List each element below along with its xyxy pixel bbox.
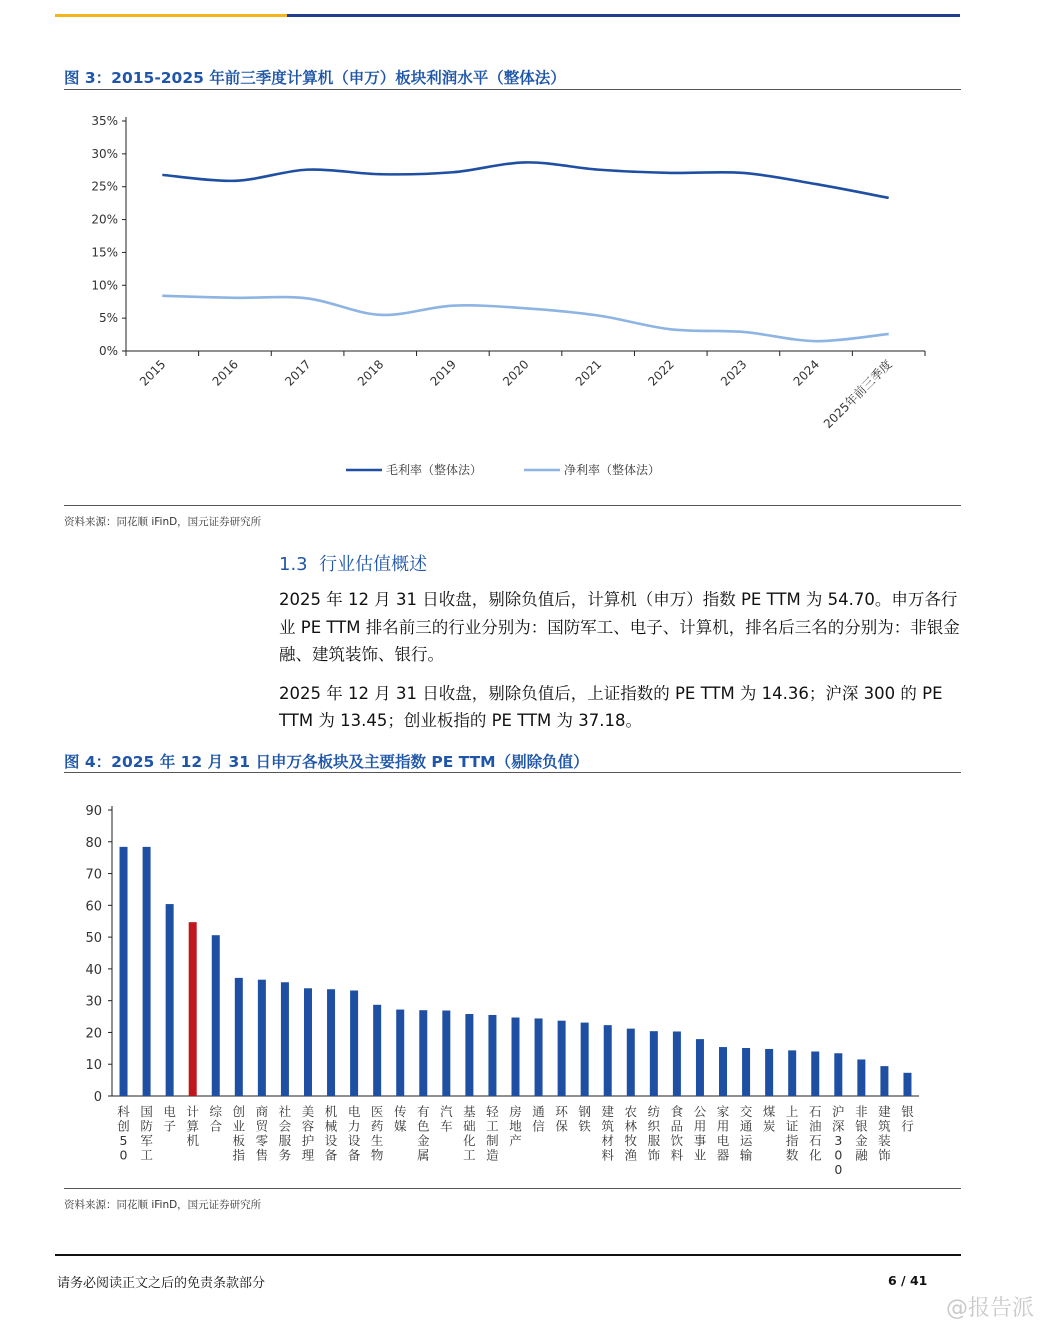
y-tick-label: 10%	[91, 278, 118, 293]
x-tick-label: 食品饮料	[670, 1104, 684, 1163]
x-tick-label: 家用电器	[716, 1104, 730, 1163]
bar-农林牧渔	[627, 1029, 635, 1096]
x-tick-label: 建筑装饰	[878, 1104, 891, 1163]
x-tick-label: 基础化工	[463, 1104, 476, 1163]
bar-电力设备	[350, 990, 358, 1096]
x-tick-label: 沪深 3 0 0	[832, 1104, 845, 1177]
x-tick-label: 通信	[532, 1104, 545, 1134]
series-line-2	[162, 296, 888, 341]
x-tick-label: 科创 5 0	[117, 1104, 130, 1163]
bar-食品饮料	[673, 1031, 681, 1096]
x-tick-label: 社会服务	[278, 1104, 292, 1163]
y-tick-label: 70	[85, 867, 102, 883]
y-tick-label: 0%	[98, 344, 118, 358]
figure4-title: 图 4：2025 年 12 月 31 日申万各板块及主要指数 PE TTM（剔除负值）	[64, 753, 589, 771]
bar-通信	[535, 1018, 543, 1096]
x-tick-label: 医药生物	[370, 1104, 384, 1163]
x-tick-label: 2019	[427, 357, 459, 389]
x-tick-label: 2017	[282, 357, 314, 389]
paragraph-1: 2025 年 12 月 31 日收盘，剔除负值后，计算机（申万）指数 PE TTM 为 54.70。申万各行业 PE TTM 排名前三的行业分别为：国防军工、电子、计算机，排名后三名的分别为：非银金融、建筑装饰、银行。	[279, 590, 960, 664]
bar-创业板指	[235, 978, 243, 1096]
figure4-top-rule	[64, 772, 961, 773]
bar-非银金融	[857, 1059, 865, 1096]
x-tick-label: 上证指数	[785, 1104, 799, 1163]
x-tick-label: 公用事业	[693, 1104, 707, 1163]
figure4-bottom-rule	[64, 1188, 961, 1189]
bar-建筑材料	[604, 1025, 612, 1096]
y-tick-label: 30%	[91, 146, 118, 161]
bar-汽车	[442, 1011, 450, 1096]
series-line-1	[162, 162, 888, 198]
watermark: @报告派	[946, 1296, 1035, 1321]
bar-科创50	[120, 847, 128, 1096]
x-tick-label: 环保	[555, 1104, 568, 1134]
x-tick-label: 创业板指	[232, 1104, 246, 1163]
x-tick-label: 建筑材料	[601, 1104, 614, 1163]
x-tick-label: 2021	[572, 357, 605, 389]
legend-label-2: 净利率（整体法）	[564, 463, 661, 477]
y-tick-label: 40	[85, 962, 102, 978]
y-tick-label: 20	[85, 1026, 102, 1042]
page-number: 6 / 41	[888, 1273, 928, 1288]
x-tick-label: 2015	[136, 357, 169, 389]
bar-公用事业	[696, 1039, 704, 1096]
bar-传媒	[396, 1010, 404, 1096]
header-bar-navy	[287, 14, 960, 17]
x-tick-label: 2016	[209, 357, 242, 389]
x-tick-label: 国防军工	[140, 1104, 153, 1163]
bar-煤炭	[765, 1049, 773, 1096]
x-tick-label: 计算机	[186, 1104, 199, 1148]
x-tick-label: 传媒	[393, 1104, 407, 1134]
bar-石油石化	[811, 1052, 819, 1096]
x-tick-label: 电力设备	[347, 1104, 361, 1163]
y-tick-label: 35%	[91, 114, 118, 128]
bar-计算机	[189, 922, 197, 1096]
x-tick-label: 综合	[209, 1104, 223, 1134]
x-tick-label: 汽车	[440, 1104, 453, 1134]
x-tick-label: 有色金属	[417, 1104, 430, 1163]
x-tick-label: 石油石化	[808, 1104, 822, 1163]
header-bar-gold	[55, 14, 287, 17]
x-tick-label: 电子	[163, 1104, 176, 1134]
section-heading	[279, 550, 427, 576]
y-tick-label: 60	[85, 899, 102, 915]
x-tick-label: 银行	[901, 1104, 914, 1134]
bar-基础化工	[465, 1014, 473, 1096]
bar-环保	[558, 1021, 566, 1096]
bar-机械设备	[327, 989, 335, 1096]
bar-纺织服饰	[650, 1031, 658, 1096]
x-tick-label: 交通运输	[739, 1104, 753, 1163]
y-tick-label: 0	[93, 1090, 102, 1105]
x-tick-label: 房地产	[509, 1104, 522, 1148]
bar-交通运输	[742, 1048, 750, 1096]
x-tick-label: 2024	[790, 357, 823, 389]
y-tick-label: 30	[85, 994, 102, 1010]
footer-disclaimer: 请务必阅读正文之后的免责条款部分	[57, 1276, 266, 1291]
x-tick-label: 轻工制造	[486, 1104, 499, 1163]
x-tick-label: 2022	[645, 357, 677, 389]
y-tick-label: 90	[85, 804, 102, 819]
bar-美容护理	[304, 988, 312, 1096]
y-tick-label: 10	[85, 1058, 102, 1074]
x-tick-label: 机械设备	[324, 1104, 338, 1163]
figure3-top-rule	[64, 89, 961, 90]
footer-rule	[55, 1254, 961, 1256]
x-tick-label: 美容护理	[301, 1104, 315, 1163]
bar-钢铁	[581, 1023, 589, 1096]
figure3-source: 资料来源：同花顺 iFinD，国元证券研究所	[64, 516, 262, 528]
bar-国防军工	[143, 847, 151, 1096]
x-tick-label: 2018	[354, 357, 387, 389]
x-tick-label: 农林牧渔	[624, 1104, 638, 1163]
y-tick-label: 25%	[91, 179, 118, 194]
x-tick-label: 纺织服饰	[647, 1104, 661, 1163]
bar-轻工制造	[488, 1015, 496, 1096]
x-tick-label: 非银金融	[855, 1104, 868, 1163]
section-number: 1.3	[279, 554, 308, 575]
bar-有色金属	[419, 1010, 427, 1096]
bar-上证指数	[788, 1050, 796, 1096]
bar-建筑装饰	[880, 1066, 888, 1096]
y-tick-label: 15%	[91, 245, 118, 260]
x-tick-label: 2025年前三季度	[820, 357, 895, 432]
bar-综合	[212, 935, 220, 1096]
y-tick-label: 50	[85, 931, 102, 947]
bar-沪深300	[834, 1053, 842, 1096]
bar-社会服务	[281, 982, 289, 1096]
y-tick-label: 5%	[98, 311, 118, 326]
figure3-title: 图 3：2015-2025 年前三季度计算机（申万）板块利润水平（整体法）	[64, 69, 566, 87]
figure4-source: 资料来源：同花顺 iFinD，国元证券研究所	[64, 1199, 262, 1211]
figure3-line-chart	[64, 95, 961, 495]
bar-医药生物	[373, 1005, 381, 1096]
x-tick-label: 2023	[718, 357, 750, 389]
paragraph-2: 2025 年 12 月 31 日收盘，剔除负值后，上证指数的 PE TTM 为 14.36；沪深 300 的 PE TTM 为 13.45；创业板指的 PE TTM 为 37.18。	[279, 683, 943, 730]
section-title: 行业估值概述	[319, 554, 428, 575]
x-tick-label: 钢铁	[578, 1104, 591, 1134]
x-tick-label: 2020	[500, 357, 532, 389]
bar-商贸零售	[258, 980, 266, 1096]
bar-房地产	[512, 1018, 520, 1096]
bar-银行	[903, 1073, 911, 1096]
legend-label-1: 毛利率（整体法）	[386, 463, 483, 477]
figure3-bottom-rule	[64, 505, 961, 506]
bar-家用电器	[719, 1047, 727, 1096]
x-tick-label: 煤炭	[762, 1104, 776, 1134]
x-tick-label: 商贸零售	[255, 1104, 269, 1163]
section-body	[279, 586, 961, 735]
bar-电子	[166, 904, 174, 1096]
y-tick-label: 20%	[91, 212, 118, 227]
y-tick-label: 80	[85, 835, 102, 851]
figure4-bar-chart	[64, 790, 961, 1180]
